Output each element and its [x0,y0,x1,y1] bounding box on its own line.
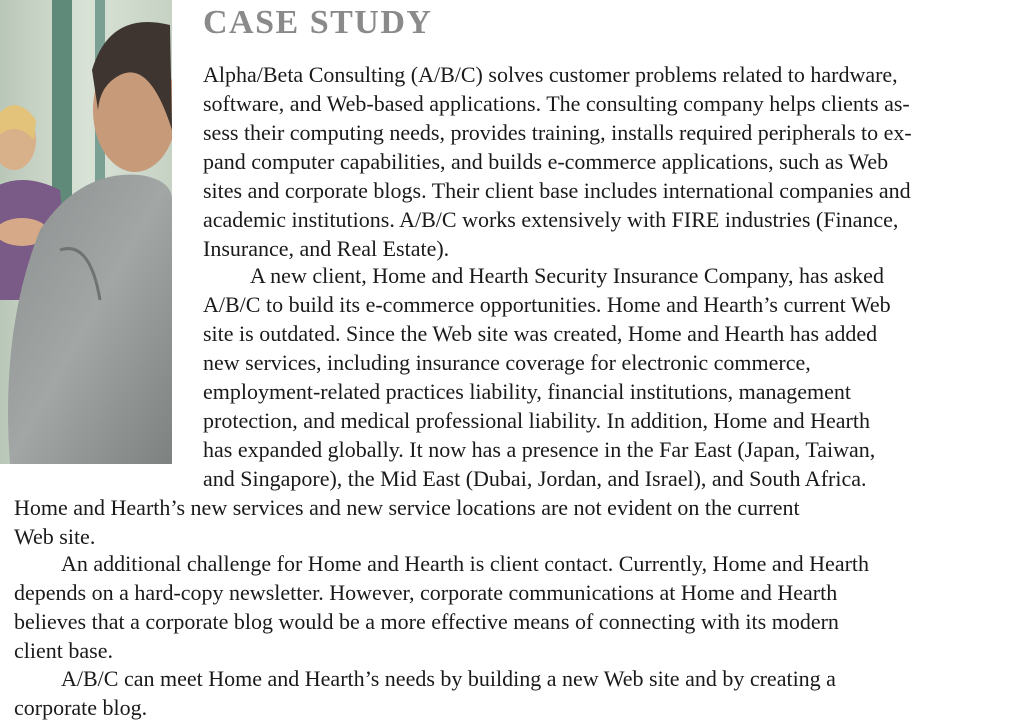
text-line: An additional challenge for Home and Hearth is client contact. Currently, Home and Hearth [61,551,870,576]
text-line: Alpha/Beta Consulting (A/B/C) solves customer problems related to hardware, [203,62,898,87]
text-line: new services, including insurance coverage for electronic commerce, [203,350,811,375]
text-line: Home and Hearth’s new services and new service locations are not evident on the current [14,495,800,520]
text-line: A/B/C to build its e-commerce opportunities. Home and Hearth’s current Web [203,292,891,317]
text-line: and Singapore), the Mid East (Dubai, Jordan, and Israel), and South Africa. [203,466,867,491]
text-line: depends on a hard-copy newsletter. However, corporate communications at Home and Hearth [14,580,838,605]
paragraph-conclusion [14,664,836,722]
text-line: protection, and medical professional liability. In addition, Home and Hearth [203,408,870,433]
text-line: sess their computing needs, provides training, installs required peripherals to ex- [203,120,912,145]
text-line: sites and corporate blogs. Their client base includes international companies and [203,178,911,203]
text-line: corporate blog. [14,695,148,720]
text-line: site is outdated. Since the Web site was created, Home and Hearth has added [203,321,878,346]
paragraph-client-contact [14,549,869,665]
paragraph-new-client [14,261,891,551]
text-line: software, and Web-based applications. The consulting company helps clients as- [203,91,910,116]
text-line: employment-related practices liability, financial institutions, management [203,379,851,404]
text-line: believes that a corporate blog would be a more effective means of connecting with its modern [14,609,839,634]
text-line: has expanded globally. It now has a presence in the Far East (Japan, Taiwan, [203,437,876,462]
text-line: A new client, Home and Hearth Security Insurance Company, has asked [250,263,884,288]
case-study-heading: CASE STUDY [203,4,433,41]
text-line: academic institutions. A/B/C works extensively with FIRE industries (Finance, [203,207,899,232]
paragraph-intro [203,60,912,263]
text-line: client base. [14,638,113,663]
text-line: A/B/C can meet Home and Hearth’s needs by building a new Web site and by creating a [61,666,836,691]
text-line: pand computer capabilities, and builds e-commerce applications, such as Web [203,149,889,174]
text-line: Web site. [14,524,96,549]
text-line: Insurance, and Real Estate). [203,236,450,261]
